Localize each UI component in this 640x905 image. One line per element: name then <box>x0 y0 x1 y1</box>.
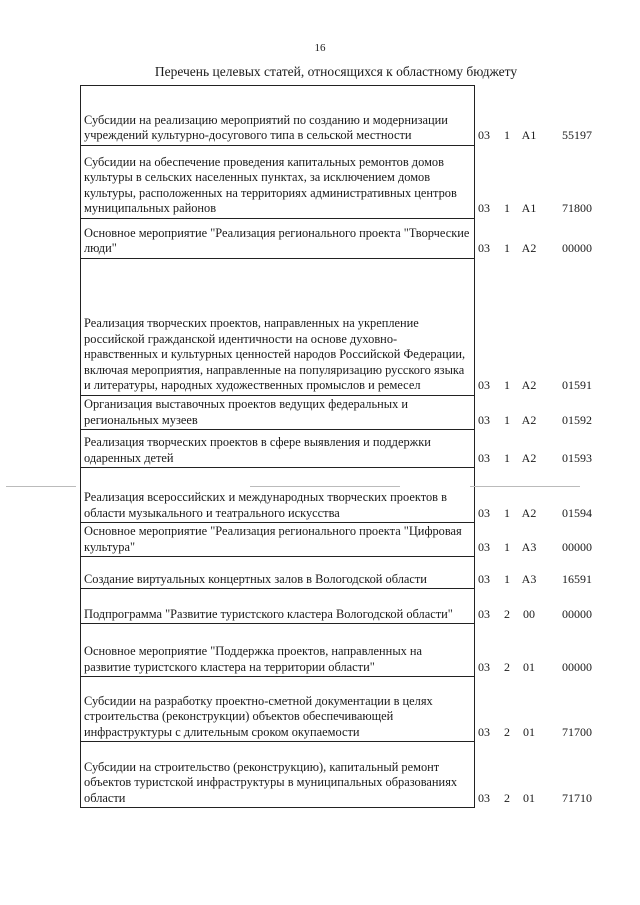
code-part-c1: 03 <box>478 606 490 621</box>
code-part-c1: 03 <box>478 571 490 586</box>
code-part-c4: 55197 <box>562 128 592 143</box>
code-part-c3: А3 <box>521 539 537 554</box>
code-part-c4: 16591 <box>562 571 592 586</box>
code-part-c1: 03 <box>478 412 490 427</box>
code-part-c3: 01 <box>523 724 535 739</box>
row-description: Субсидии на строительство (реконструкцию), капитальный ремонт объектов туристской инфраструктуры в муниципальных образованиях области <box>81 742 475 808</box>
table-row <box>81 523 475 557</box>
table-row <box>81 677 475 742</box>
row-description: Реализация творческих проектов в сфере выявления и поддержки одаренных детей <box>81 430 475 468</box>
target-articles-table <box>80 85 592 808</box>
code-part-c4: 01593 <box>562 450 592 465</box>
code-part-c2: 1 <box>504 505 510 520</box>
code-part-c1: 03 <box>478 505 490 520</box>
code-part-c1: 03 <box>478 659 490 674</box>
table-body <box>81 86 592 808</box>
code-part-c2: 1 <box>504 539 510 554</box>
code-part-c3: А2 <box>521 378 537 393</box>
code-part-c1: 03 <box>478 790 490 805</box>
row-description: Реализация творческих проектов, направленных на укрепление российской гражданской идентичности на основе духовно-нравственных и культурных ценностей народов Российской Федерации, включая мероприятия, направленные на популяризацию русского языка и литературы, народных художественных промыслов и ремесел <box>81 259 475 396</box>
code-part-c3: А2 <box>521 505 537 520</box>
row-description: Основное мероприятие "Реализация регионального проекта "Цифровая культура" <box>81 523 475 557</box>
table-row <box>81 396 475 430</box>
code-part-c1: 03 <box>478 539 490 554</box>
table-row <box>81 557 475 589</box>
code-part-c4: 71710 <box>562 790 592 805</box>
table-row <box>81 146 475 219</box>
table-row <box>81 259 475 396</box>
row-description: Основное мероприятие "Реализация регионального проекта "Творческие люди" <box>81 219 475 259</box>
row-description: Основное мероприятие "Поддержка проектов, направленных на развитие туристского кластера на территории области" <box>81 624 475 677</box>
row-description: Субсидии на обеспечение проведения капитальных ремонтов домов культуры в сельских населенных пунктах, за исключением домов культуры, расположенных на территориях административных центров муниципальных районов <box>81 146 475 219</box>
code-part-c1: 03 <box>478 201 490 216</box>
code-part-c3: 01 <box>523 659 535 674</box>
row-description: Организация выставочных проектов ведущих федеральных и региональных музеев <box>81 396 475 430</box>
table-row <box>81 219 475 259</box>
code-part-c1: 03 <box>478 724 490 739</box>
code-part-c1: 03 <box>478 241 490 256</box>
code-part-c4: 00000 <box>562 606 592 621</box>
code-part-c4: 01592 <box>562 412 592 427</box>
code-part-c2: 1 <box>504 378 510 393</box>
code-part-c4: 71700 <box>562 724 592 739</box>
document-title: Перечень целевых статей, относящихся к областному бюджету <box>154 64 518 79</box>
table-row <box>81 589 475 624</box>
code-part-c4: 01591 <box>562 378 592 393</box>
row-description: Реализация всероссийских и международных творческих проектов в области музыкального и театрального искусства <box>81 468 475 523</box>
code-part-c3: А2 <box>521 412 537 427</box>
code-part-c4: 00000 <box>562 539 592 554</box>
code-part-c1: 03 <box>478 450 490 465</box>
code-part-c2: 1 <box>504 571 510 586</box>
code-part-c2: 2 <box>504 790 510 805</box>
code-part-c3: А3 <box>521 571 537 586</box>
table-row <box>81 86 475 146</box>
code-part-c2: 1 <box>504 241 510 256</box>
row-description: Подпрограмма "Развитие туристского кластера Вологодской области" <box>81 589 475 624</box>
table-row <box>81 624 475 677</box>
table-row <box>81 742 475 808</box>
row-description: Субсидии на разработку проектно-сметной документации в целях строительства (реконструкции) объектов обеспечивающей инфраструктуры с длительным сроком окупаемости <box>81 677 475 742</box>
scan-artifact-line <box>0 486 640 492</box>
code-part-c3: А2 <box>521 241 537 256</box>
code-part-c3: 00 <box>523 606 535 621</box>
code-part-c2: 1 <box>504 201 510 216</box>
row-description: Субсидии на реализацию мероприятий по созданию и модернизации учреждений культурно-досугового типа в сельской местности <box>81 86 475 146</box>
table-row <box>81 468 475 523</box>
code-part-c3: 01 <box>523 790 535 805</box>
code-part-c4: 00000 <box>562 659 592 674</box>
code-part-c3: А2 <box>521 450 537 465</box>
code-part-c3: А1 <box>521 201 537 216</box>
code-part-c2: 1 <box>504 450 510 465</box>
code-part-c3: А1 <box>521 128 537 143</box>
code-part-c1: 03 <box>478 128 490 143</box>
code-part-c2: 2 <box>504 724 510 739</box>
code-part-c4: 00000 <box>562 241 592 256</box>
code-part-c2: 1 <box>504 128 510 143</box>
code-part-c4: 01594 <box>562 505 592 520</box>
code-part-c2: 2 <box>504 606 510 621</box>
code-part-c4: 71800 <box>562 201 592 216</box>
page-number: 16 <box>314 42 326 54</box>
code-part-c2: 1 <box>504 412 510 427</box>
code-part-c2: 2 <box>504 659 510 674</box>
code-part-c1: 03 <box>478 378 490 393</box>
row-description: Создание виртуальных концертных залов в Вологодской области <box>81 557 475 589</box>
table-row <box>81 430 475 468</box>
